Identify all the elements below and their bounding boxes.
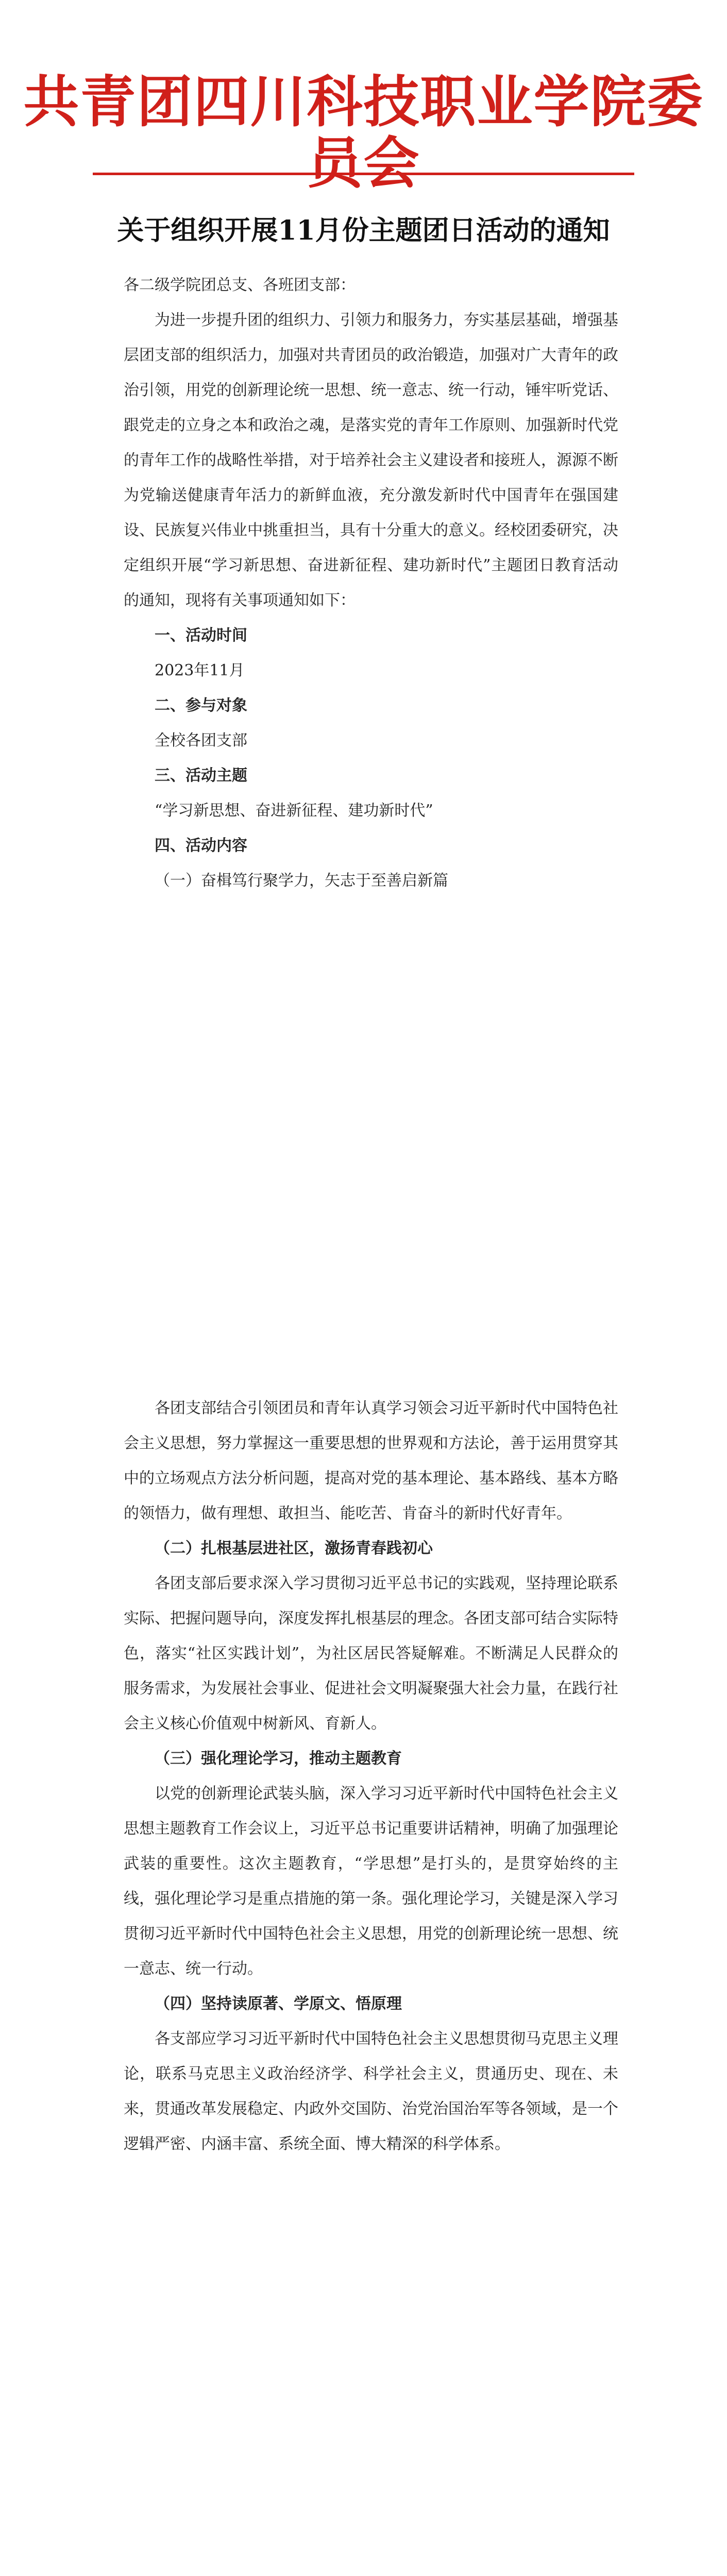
header-red-rule bbox=[93, 173, 634, 175]
section-2-heading: 二、参与对象 bbox=[155, 697, 247, 715]
section-3-text: “学习新思想、奋进新征程、建功新时代” bbox=[155, 802, 433, 820]
section-4-sub3: （三）强化理论学习，推动主题教育 bbox=[155, 1750, 402, 1768]
intro-paragraph: 为进一步提升团的组织力、引领力和服务力，夯实基层基础，增强基层团支部的组织活力，加强对共青团员的政治锻造，加强对广大青年的政治引领，用党的创新理论统一思想、统一意志、统一行动，锤牢听党话、跟党走的立身之本和政治之魂，是落实党的青年工作原则、加强新时代党的青年工作的战略性举措，对于培养社会主义建设者和接班人，源源不断为党输送健康青年活力的新鲜血液，充分激发新时代中国青年在强国建设、民族复兴伟业中挑重担当，具有十分重大的意义。经校团委研究，决定组织开展“学习新思想、奋进新征程、建功新时代”主题团日教育活动的通知，现将有关事项通知如下： bbox=[124, 311, 618, 609]
section-4-sub4: （四）坚持读原著、学原文、悟原理 bbox=[155, 1995, 402, 2013]
section-4-paragraph-3: 以党的创新理论武装头脑，深入学习习近平新时代中国特色社会主义思想主题教育工作会议上，习近平总书记重要讲话精神，明确了加强理论武装的重要性。这次主题教育，“学思想”是打头的，是贯穿始终的主线，强化理论学习是重点措施的第一条。强化理论学习，关键是深入学习贯彻习近平新时代中国特色社会主义思想，用党的创新理论统一思想、统一意志、统一行动。 bbox=[124, 1785, 618, 1978]
section-2-text: 全校各团支部 bbox=[155, 732, 247, 750]
section-4-paragraph-2: 各团支部后要求深入学习贯彻习近平总书记的实践观，坚持理论联系实际、把握问题导向，深度发挥扎根基层的理念。各团支部可结合实际特色，落实“社区实践计划”，为社区居民答疑解难。不断满足人民群众的服务需求，为发展社会事业、促进社会文明凝聚强大社会力量，在践行社会主义核心价值观中树新风、育新人。 bbox=[124, 1574, 618, 1733]
section-3-heading: 三、活动主题 bbox=[155, 767, 247, 785]
document-title: 关于组织开展11月份主题团日活动的通知 bbox=[117, 215, 610, 246]
section-1-heading: 一、活动时间 bbox=[155, 626, 247, 645]
section-1-text: 2023年11月 bbox=[155, 662, 245, 680]
section-4-sub1: （一）奋楫笃行聚学力，矢志于至善启新篇 bbox=[155, 872, 448, 890]
salutation: 各二级学院团总支、各班团支部： bbox=[124, 276, 356, 294]
section-4-sub2: （二）扎根基层进社区，激扬青春践初心 bbox=[155, 1539, 433, 1557]
section-4-heading: 四、活动内容 bbox=[155, 837, 247, 855]
page-two-body bbox=[124, 1391, 618, 2162]
section-4-paragraph-1: 各团支部结合引领团员和青年认真学习领会习近平新时代中国特色社会主义思想，努力掌握这一重要思想的世界观和方法论，善于运用贯穿其中的立场观点方法分析问题，提高对党的基本理论、基本路线、基本方略的领悟力，做有理想、敢担当、能吃苦、肯奋斗的新时代好青年。 bbox=[124, 1399, 618, 1522]
page-one-body bbox=[124, 268, 618, 899]
header-org-name: 共青团四川科技职业学院委员会 bbox=[23, 70, 704, 196]
section-4-paragraph-4: 各支部应学习习近平新时代中国特色社会主义思想贯彻马克思主义理论，联系马克思主义政治经济学、科学社会主义，贯通历史、现在、未来，贯通改革发展稳定、内政外交国防、治党治国治军等各领域，是一个逻辑严密、内涵丰富、系统全面、博大精深的科学体系。 bbox=[124, 2030, 618, 2153]
